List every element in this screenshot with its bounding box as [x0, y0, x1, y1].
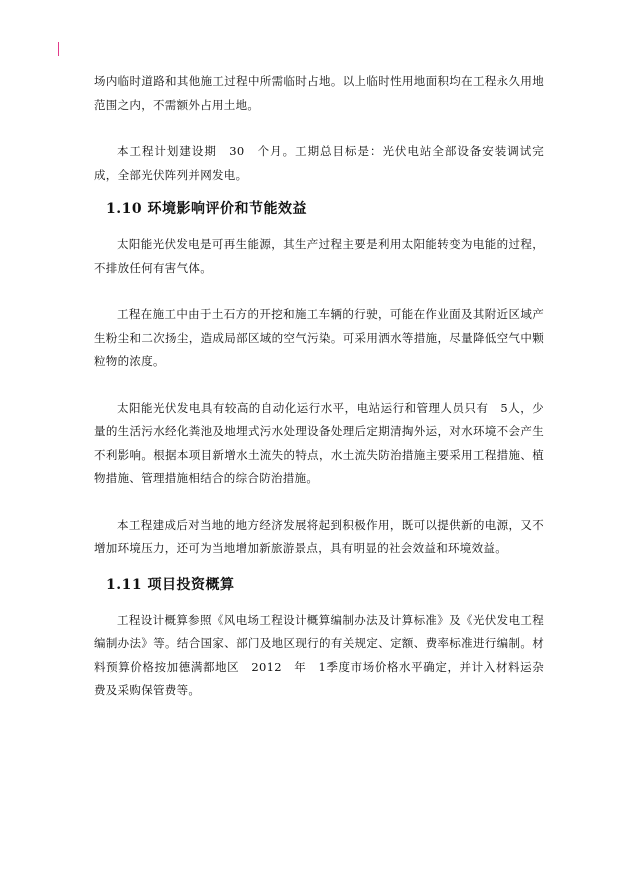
- paragraph-water: 太阳能光伏发电具有较高的自动化运行水平，电站运行和管理人员只有 5人，少量的生活污水经化粪池及地埋式污水处理设备处理后定期清掏外运，对水环境不会产生不利影响。根据本项目新增水土流失的特点，水土流失防治措施主要采用工程措施、植物措施、管理措施相结合的综合防治措施。: [94, 400, 544, 485]
- paragraph-temp-land: 场内临时道路和其他施工过程中所需临时占地。以上临时性用地面积均在工程永久用地范围之内，不需额外占用土地。: [94, 74, 544, 112]
- document-page: [94, 70, 544, 703]
- margin-mark: [58, 42, 59, 56]
- paragraph-investment: 工程设计概算参照《风电场工程设计概算编制办法及计算标准》及《光伏发电工程编制办法》等。结合国家、部门及地区现行的有关规定、定额、费率标准进行编制。材料预算价格按加德满都地区 2012 年 1季度市场价格水平确定，并计入材料运杂费及采购保管费等。: [94, 612, 544, 697]
- paragraph-renewable: 太阳能光伏发电是可再生能源，其生产过程主要是利用太阳能转变为电能的过程，不排放任何有害气体。: [94, 237, 544, 275]
- paragraph-dust: 工程在施工中由于土石方的开挖和施工车辆的行驶，可能在作业面及其附近区域产生粉尘和二次扬尘，造成局部区域的空气污染。可采用洒水等措施，尽量降低空气中颗粒物的浓度。: [94, 307, 544, 368]
- section-heading-1-11: 1.11 项目投资概算: [106, 576, 235, 593]
- paragraph-benefit: 本工程建成后对当地的地方经济发展将起到积极作用，既可以提供新的电源，又不增加环境压力，还可为当地增加新旅游景点，具有明显的社会效益和环境效益。: [94, 517, 544, 555]
- section-heading-1-10: 1.10 环境影响评价和节能效益: [106, 201, 307, 217]
- paragraph-schedule: 本工程计划建设期 30 个月。工期总目标是：光伏电站全部设备安装调试完成，全部光伏阵列并网发电。: [94, 144, 544, 182]
